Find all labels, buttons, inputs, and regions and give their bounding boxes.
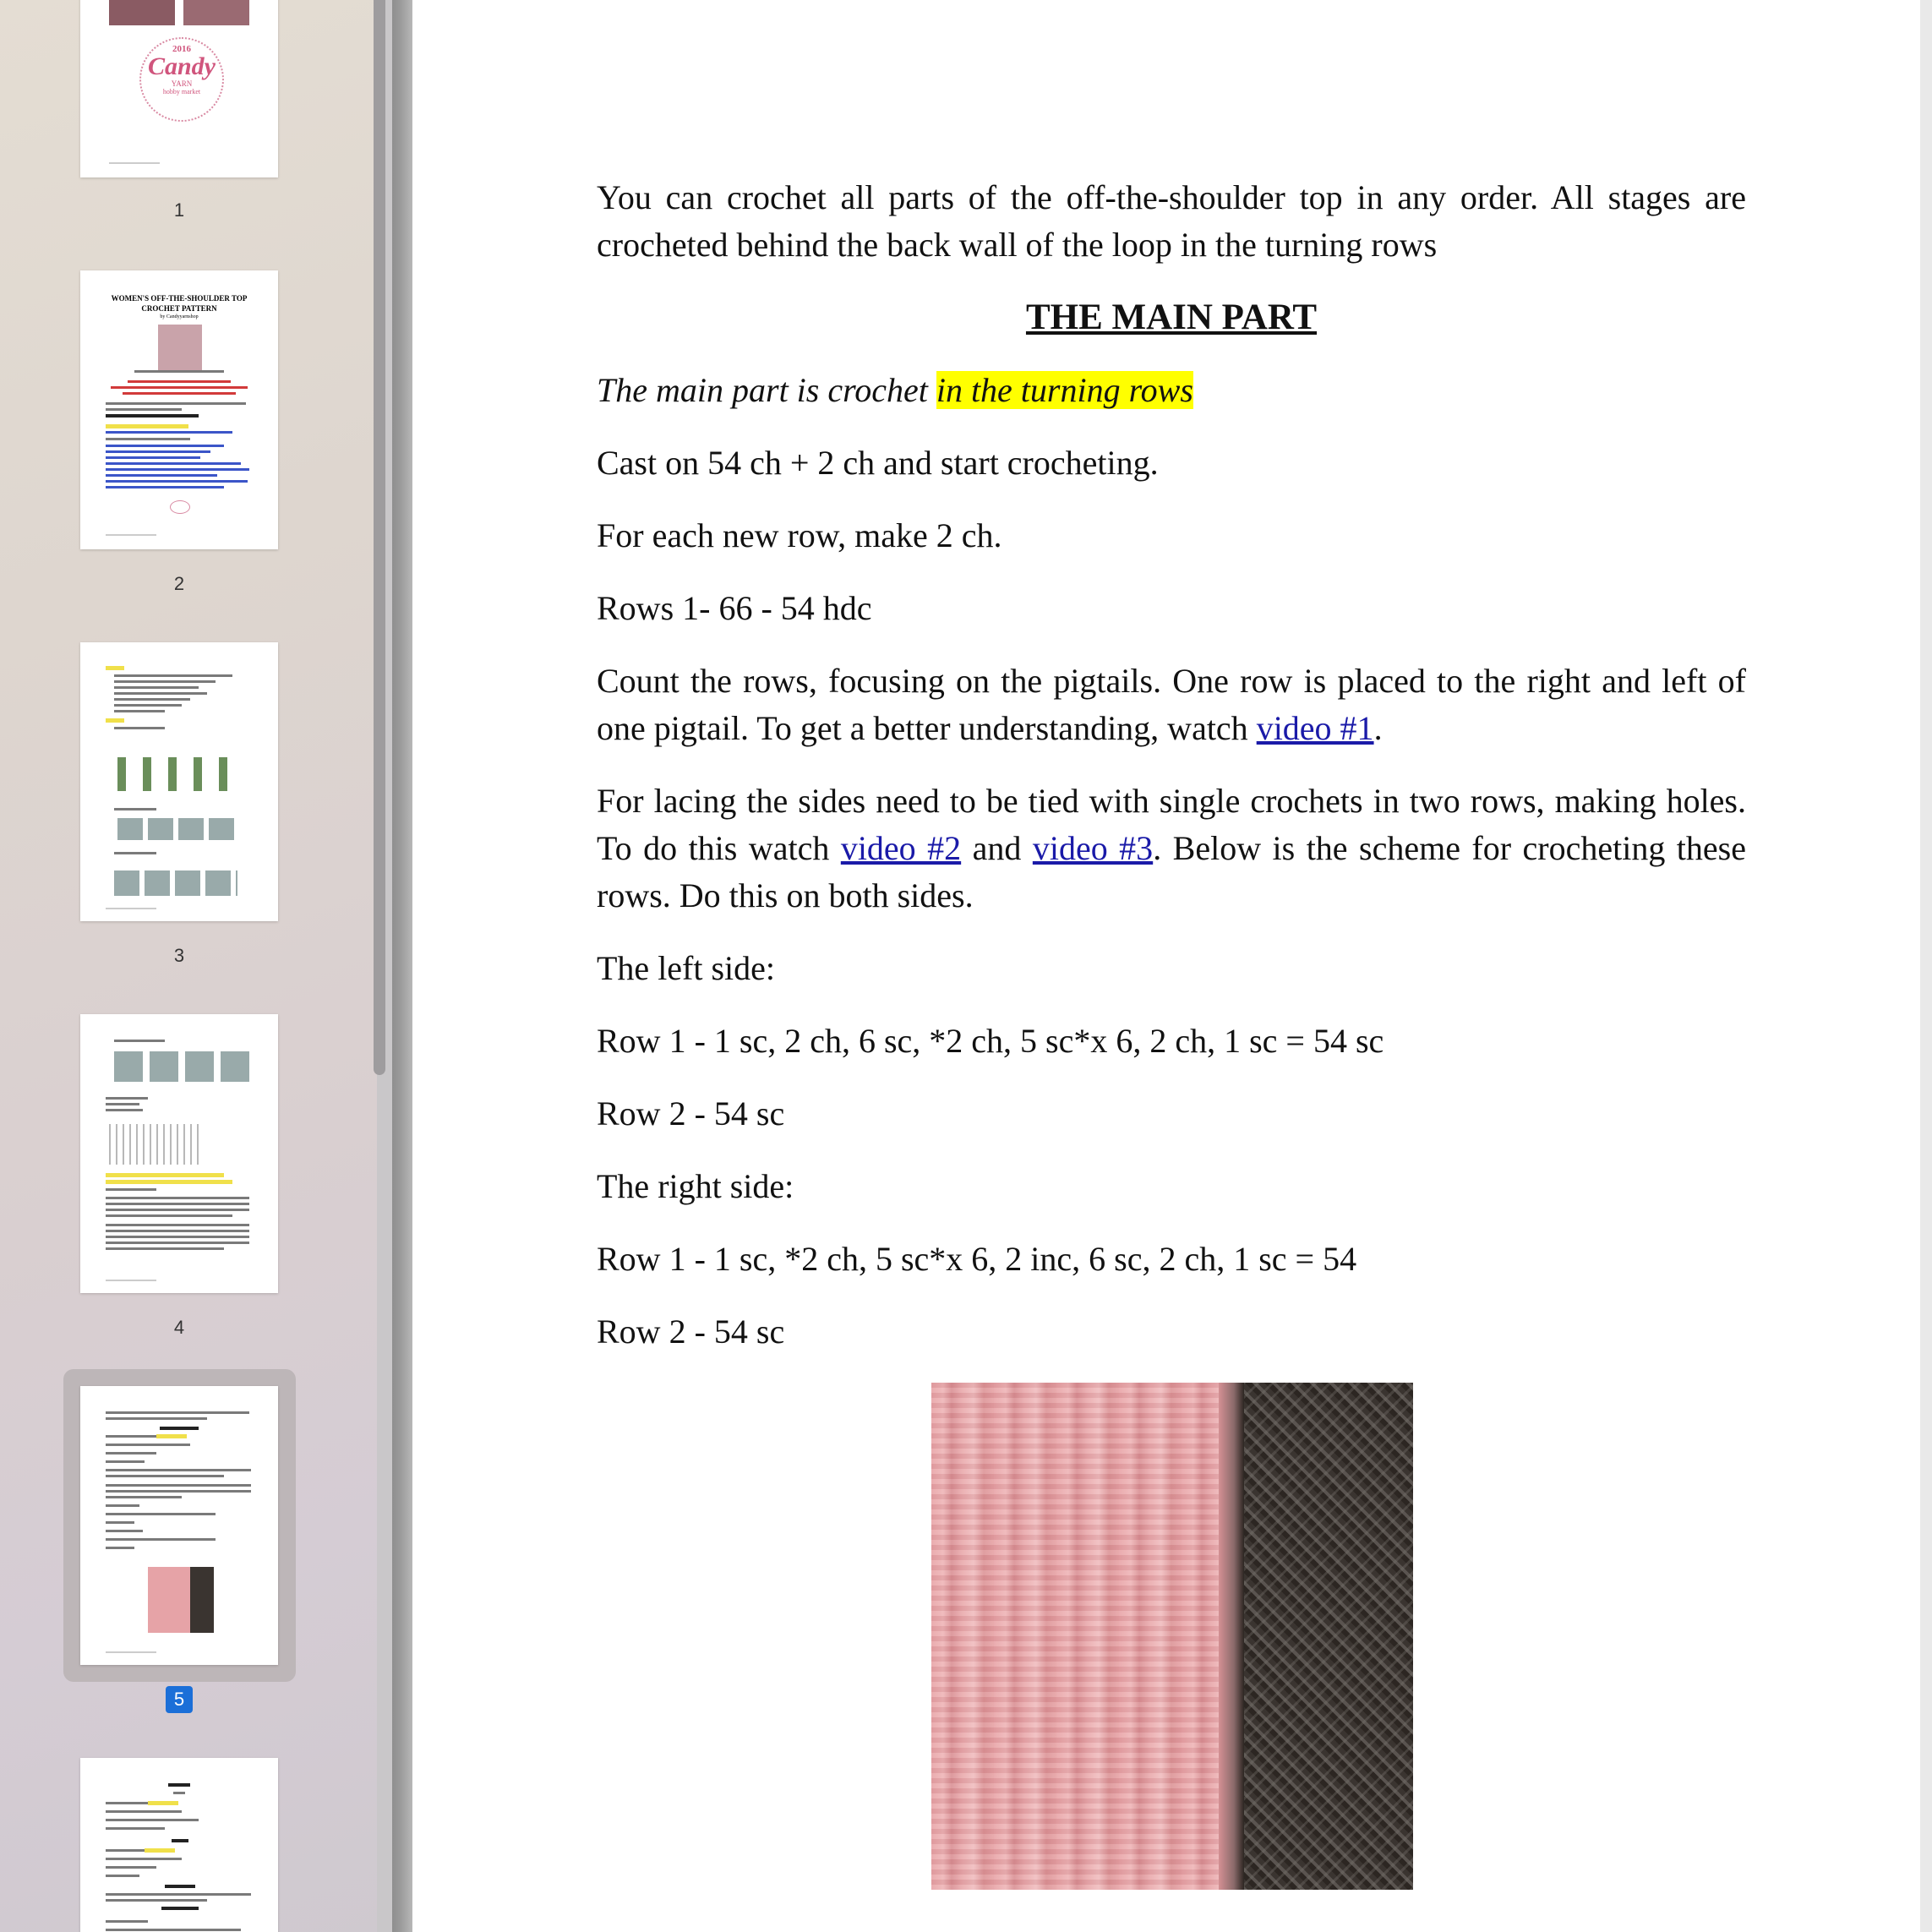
thumb-logo <box>170 500 190 514</box>
thumb-photo <box>109 0 175 25</box>
right-side-label: The right side: <box>597 1167 794 1205</box>
video-3-link[interactable]: video #3 <box>1032 829 1154 867</box>
page-thumbnail-6[interactable] <box>80 1758 278 1932</box>
highlighted-text: in the turning rows <box>936 371 1193 409</box>
left-row-1: Row 1 - 1 sc, 2 ch, 6 sc, *2 ch, 5 sc*x 6, 2 ch, 1 sc = 54 sc <box>597 1022 1384 1060</box>
main-part-prefix: The main part is crochet <box>597 371 936 409</box>
thumb-photo <box>148 1567 190 1633</box>
thumb-title: WOMEN'S OFF-THE-SHOULDER TOP <box>111 294 248 303</box>
count-rows-paragraph <box>597 658 1746 752</box>
page-thumbnail-5[interactable] <box>80 1386 278 1665</box>
sidebar-divider[interactable] <box>392 0 412 1932</box>
video-2-link[interactable]: video #2 <box>840 829 962 867</box>
thumb-photo <box>183 0 249 25</box>
section-heading: THE MAIN PART <box>1025 297 1318 337</box>
page-number-2: 2 <box>173 573 185 594</box>
thumb-diagram <box>114 1051 253 1082</box>
right-row-1: Row 1 - 1 sc, *2 ch, 5 sc*x 6, 2 inc, 6 sc, 2 ch, 1 sc = 54 <box>597 1240 1357 1278</box>
page-number-4: 4 <box>173 1317 185 1338</box>
thumb-diagram <box>109 1124 202 1165</box>
lacing-text-1: For lacing the sides need to be tied with single crochets in two rows, making holes. To do this watch <box>597 782 1746 867</box>
cast-on-line: Cast on 54 ch + 2 ch and start crocheting. <box>597 444 1159 482</box>
document-page <box>412 0 1932 1932</box>
lacing-text-2: . Below is the scheme for crocheting these rows. Do this on both sides. <box>597 829 1746 914</box>
video-1-link[interactable]: video #1 <box>1256 709 1374 747</box>
page-thumbnail-3[interactable] <box>80 642 278 921</box>
thumb-diagram <box>114 870 237 896</box>
page-edge <box>1920 0 1932 1932</box>
left-row-2: Row 2 - 54 sc <box>597 1094 785 1132</box>
sidebar-scrollbar-thumb[interactable] <box>374 0 385 1075</box>
intro-paragraph: You can crochet all parts of the off-the-shoulder top in any order. All stages are crocheted behind the back wall of the loop in the turning rows <box>597 178 1746 264</box>
page-thumbnail-2[interactable] <box>80 270 278 549</box>
count-rows-end: . <box>1373 709 1383 747</box>
crochet-photo <box>931 1383 1413 1890</box>
thumb-photo <box>190 1567 214 1633</box>
right-row-2: Row 2 - 54 sc <box>597 1313 785 1351</box>
lacing-paragraph <box>597 778 1746 920</box>
main-part-line <box>597 367 1746 414</box>
page-content <box>597 174 1746 1381</box>
page-thumbnail-4[interactable] <box>80 1014 278 1293</box>
lacing-and: and <box>961 829 1033 867</box>
rows-line: Rows 1- 66 - 54 hdc <box>597 589 872 627</box>
page-number-5: 5 <box>166 1686 193 1713</box>
thumb-photo <box>158 325 202 372</box>
thumb-subtitle: CROCHET PATTERN <box>141 304 217 313</box>
thumb-author: by Candyyarnshop <box>160 314 199 319</box>
count-rows-text: Count the rows, focusing on the pigtails. One row is placed to the right and left of one pigtail. To get a better understanding, watch <box>597 662 1746 747</box>
thumb-diagram <box>117 757 244 791</box>
candy-yarn-logo: 2016 Candy YARN hobby market <box>139 37 224 122</box>
thumbnail-sidebar[interactable] <box>0 0 392 1932</box>
thumb-diagram <box>117 818 236 840</box>
page-number-1: 1 <box>173 199 185 221</box>
page-thumbnail-1[interactable] <box>80 0 278 177</box>
left-side-label: The left side: <box>597 949 776 987</box>
each-row-line: For each new row, make 2 ch. <box>597 516 1002 554</box>
page-number-3: 3 <box>173 945 185 966</box>
